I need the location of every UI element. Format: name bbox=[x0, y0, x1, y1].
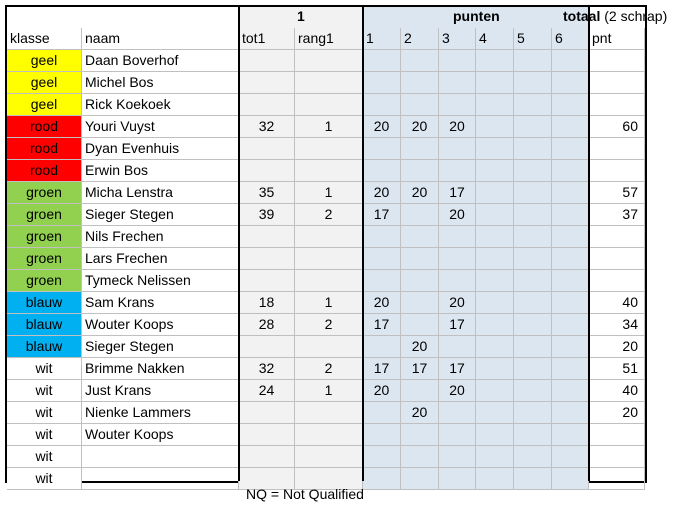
points-cell-2 bbox=[401, 248, 439, 270]
total-points-cell bbox=[589, 270, 645, 292]
points-cell-2: 17 bbox=[401, 358, 439, 380]
class-cell: wit bbox=[7, 424, 82, 446]
class-cell: blauw bbox=[7, 314, 82, 336]
total-points-cell: 37 bbox=[589, 204, 645, 226]
header-naam: naam bbox=[82, 28, 239, 50]
points-cell-1 bbox=[363, 248, 401, 270]
points-cell-3: 20 bbox=[439, 292, 476, 314]
points-cell-1: 17 bbox=[363, 314, 401, 336]
total-header-title: totaal bbox=[563, 8, 601, 24]
footnote: NQ = Not Qualified bbox=[246, 486, 364, 502]
name-cell: Wouter Koops bbox=[82, 314, 239, 336]
points-cell-2 bbox=[401, 50, 439, 72]
class-cell: geel bbox=[7, 72, 82, 94]
header-point-col-6: 6 bbox=[552, 28, 589, 50]
tot1-cell: 28 bbox=[239, 314, 295, 336]
total-points-cell bbox=[589, 138, 645, 160]
points-cell-3 bbox=[439, 248, 476, 270]
points-cell-4 bbox=[476, 446, 514, 468]
points-cell-4 bbox=[476, 248, 514, 270]
points-cell-2 bbox=[401, 292, 439, 314]
points-cell-6 bbox=[552, 336, 589, 358]
points-cell-2: 20 bbox=[401, 402, 439, 424]
class-cell: blauw bbox=[7, 292, 82, 314]
name-cell: Michel Bos bbox=[82, 72, 239, 94]
points-cell-1 bbox=[363, 270, 401, 292]
name-cell: Wouter Koops bbox=[82, 424, 239, 446]
name-cell bbox=[82, 446, 239, 468]
points-cell-1 bbox=[363, 336, 401, 358]
points-cell-6 bbox=[552, 424, 589, 446]
points-cell-2 bbox=[401, 446, 439, 468]
total-points-cell bbox=[589, 50, 645, 72]
points-cell-1 bbox=[363, 226, 401, 248]
points-cell-1 bbox=[363, 446, 401, 468]
points-cell-4 bbox=[476, 160, 514, 182]
total-points-cell: 51 bbox=[589, 358, 645, 380]
points-cell-4 bbox=[476, 204, 514, 226]
points-cell-3: 17 bbox=[439, 314, 476, 336]
total-points-cell bbox=[589, 226, 645, 248]
points-cell-3: 20 bbox=[439, 116, 476, 138]
total-points-cell: 40 bbox=[589, 380, 645, 402]
points-cell-5 bbox=[514, 270, 552, 292]
points-cell-5 bbox=[514, 336, 552, 358]
points-cell-1 bbox=[363, 160, 401, 182]
total-points-cell: 40 bbox=[589, 292, 645, 314]
points-cell-4 bbox=[476, 402, 514, 424]
rang1-cell bbox=[295, 270, 363, 292]
total-points-cell: 57 bbox=[589, 182, 645, 204]
points-cell-4 bbox=[476, 94, 514, 116]
points-cell-2 bbox=[401, 160, 439, 182]
rang1-cell bbox=[295, 446, 363, 468]
tot1-cell bbox=[239, 424, 295, 446]
name-cell: Sam Krans bbox=[82, 292, 239, 314]
tot1-cell bbox=[239, 160, 295, 182]
rang1-cell bbox=[295, 226, 363, 248]
class-cell: rood bbox=[7, 138, 82, 160]
points-cell-6 bbox=[552, 446, 589, 468]
points-cell-2: 20 bbox=[401, 336, 439, 358]
points-cell-2: 20 bbox=[401, 116, 439, 138]
rang1-cell: 1 bbox=[295, 182, 363, 204]
points-cell-1: 20 bbox=[363, 182, 401, 204]
section-divider bbox=[588, 7, 590, 481]
points-cell-6 bbox=[552, 358, 589, 380]
total-header bbox=[563, 8, 667, 24]
class-cell: wit bbox=[7, 446, 82, 468]
rang1-cell: 2 bbox=[295, 358, 363, 380]
rang1-cell bbox=[295, 72, 363, 94]
rang1-cell bbox=[295, 248, 363, 270]
points-header: punten bbox=[453, 8, 500, 24]
tot1-cell: 35 bbox=[239, 182, 295, 204]
points-cell-6 bbox=[552, 292, 589, 314]
header-point-col-1: 1 bbox=[363, 28, 401, 50]
tot1-cell bbox=[239, 226, 295, 248]
rang1-cell bbox=[295, 138, 363, 160]
points-cell-1 bbox=[363, 138, 401, 160]
points-cell-5 bbox=[514, 138, 552, 160]
points-cell-5 bbox=[514, 94, 552, 116]
points-cell-4 bbox=[476, 226, 514, 248]
points-cell-3: 20 bbox=[439, 204, 476, 226]
points-cell-4 bbox=[476, 380, 514, 402]
points-cell-2 bbox=[401, 424, 439, 446]
points-cell-4 bbox=[476, 138, 514, 160]
header-pnt: pnt bbox=[589, 28, 645, 50]
points-cell-2 bbox=[401, 314, 439, 336]
name-cell: Just Krans bbox=[82, 380, 239, 402]
total-points-cell bbox=[589, 248, 645, 270]
points-cell-4 bbox=[476, 270, 514, 292]
points-cell-5 bbox=[514, 116, 552, 138]
points-cell-5 bbox=[514, 358, 552, 380]
points-cell-5 bbox=[514, 72, 552, 94]
class-cell: rood bbox=[7, 160, 82, 182]
points-cell-6 bbox=[552, 248, 589, 270]
points-cell-3 bbox=[439, 94, 476, 116]
class-cell: wit bbox=[7, 468, 82, 490]
points-cell-5 bbox=[514, 248, 552, 270]
points-cell-5 bbox=[514, 204, 552, 226]
points-cell-6 bbox=[552, 138, 589, 160]
header-klasse: klasse bbox=[7, 28, 82, 50]
total-points-cell: 20 bbox=[589, 336, 645, 358]
name-cell: Nils Frechen bbox=[82, 226, 239, 248]
total-points-cell bbox=[589, 446, 645, 468]
tot1-cell: 32 bbox=[239, 358, 295, 380]
rang1-cell bbox=[295, 94, 363, 116]
total-points-cell bbox=[589, 94, 645, 116]
points-cell-1 bbox=[363, 402, 401, 424]
results-table bbox=[5, 5, 668, 486]
rang1-cell bbox=[295, 402, 363, 424]
rang1-cell bbox=[295, 336, 363, 358]
points-cell-6 bbox=[552, 270, 589, 292]
points-cell-6 bbox=[552, 94, 589, 116]
class-cell: blauw bbox=[7, 336, 82, 358]
header-point-col-5: 5 bbox=[514, 28, 552, 50]
points-cell-1: 17 bbox=[363, 204, 401, 226]
points-cell-5 bbox=[514, 226, 552, 248]
tot1-cell bbox=[239, 94, 295, 116]
points-cell-2 bbox=[401, 226, 439, 248]
points-cell-3 bbox=[439, 138, 476, 160]
points-cell-6 bbox=[552, 204, 589, 226]
name-cell: Sieger Stegen bbox=[82, 336, 239, 358]
points-cell-6 bbox=[552, 50, 589, 72]
rang1-cell bbox=[295, 424, 363, 446]
rang1-cell: 1 bbox=[295, 380, 363, 402]
class-cell: wit bbox=[7, 380, 82, 402]
name-cell: Tymeck Nelissen bbox=[82, 270, 239, 292]
points-cell-4 bbox=[476, 358, 514, 380]
name-cell: Youri Vuyst bbox=[82, 116, 239, 138]
points-cell-2: 20 bbox=[401, 182, 439, 204]
rang1-cell: 1 bbox=[295, 116, 363, 138]
points-cell-6 bbox=[552, 314, 589, 336]
class-cell: groen bbox=[7, 226, 82, 248]
tot1-cell: 18 bbox=[239, 292, 295, 314]
points-cell-5 bbox=[514, 402, 552, 424]
total-header-subtitle: (2 schrap) bbox=[604, 8, 668, 24]
points-cell-4 bbox=[476, 50, 514, 72]
points-cell-1 bbox=[363, 72, 401, 94]
header-rang1: rang1 bbox=[295, 28, 363, 50]
name-cell: Micha Lenstra bbox=[82, 182, 239, 204]
points-cell-2 bbox=[401, 380, 439, 402]
points-cell-4 bbox=[476, 424, 514, 446]
total-points-cell: 20 bbox=[589, 402, 645, 424]
points-cell-6 bbox=[552, 160, 589, 182]
points-cell-4 bbox=[476, 182, 514, 204]
points-cell-4 bbox=[476, 336, 514, 358]
points-cell-4 bbox=[476, 116, 514, 138]
points-cell-3: 17 bbox=[439, 182, 476, 204]
round-number-header: 1 bbox=[297, 8, 305, 24]
tot1-cell bbox=[239, 138, 295, 160]
name-cell: Dyan Evenhuis bbox=[82, 138, 239, 160]
tot1-cell bbox=[239, 446, 295, 468]
name-cell: Lars Frechen bbox=[82, 248, 239, 270]
points-cell-4 bbox=[476, 292, 514, 314]
name-cell: Sieger Stegen bbox=[82, 204, 239, 226]
tot1-cell bbox=[239, 50, 295, 72]
class-cell: groen bbox=[7, 270, 82, 292]
points-cell-5 bbox=[514, 314, 552, 336]
points-cell-6 bbox=[552, 72, 589, 94]
points-cell-2 bbox=[401, 72, 439, 94]
points-cell-3 bbox=[439, 72, 476, 94]
points-cell-6 bbox=[552, 182, 589, 204]
header-point-col-4: 4 bbox=[476, 28, 514, 50]
points-cell-1 bbox=[363, 94, 401, 116]
points-cell-3 bbox=[439, 160, 476, 182]
points-cell-6 bbox=[552, 116, 589, 138]
rang1-cell: 1 bbox=[295, 292, 363, 314]
class-cell: groen bbox=[7, 248, 82, 270]
tot1-cell bbox=[239, 72, 295, 94]
points-cell-6 bbox=[552, 402, 589, 424]
rang1-cell: 2 bbox=[295, 204, 363, 226]
points-cell-2 bbox=[401, 270, 439, 292]
points-cell-1: 17 bbox=[363, 358, 401, 380]
points-cell-1: 20 bbox=[363, 116, 401, 138]
points-cell-5 bbox=[514, 446, 552, 468]
section-divider bbox=[362, 7, 364, 481]
class-cell: groen bbox=[7, 182, 82, 204]
points-cell-1: 20 bbox=[363, 292, 401, 314]
tot1-cell: 39 bbox=[239, 204, 295, 226]
points-cell-4 bbox=[476, 72, 514, 94]
class-cell: rood bbox=[7, 116, 82, 138]
class-cell: groen bbox=[7, 204, 82, 226]
header-tot1: tot1 bbox=[239, 28, 295, 50]
name-cell: Nienke Lammers bbox=[82, 402, 239, 424]
points-cell-3 bbox=[439, 424, 476, 446]
points-cell-3 bbox=[439, 402, 476, 424]
points-cell-5 bbox=[514, 424, 552, 446]
name-cell: Brimme Nakken bbox=[82, 358, 239, 380]
total-points-cell bbox=[589, 72, 645, 94]
tot1-cell: 32 bbox=[239, 116, 295, 138]
points-cell-5 bbox=[514, 182, 552, 204]
total-points-cell: 60 bbox=[589, 116, 645, 138]
points-cell-2 bbox=[401, 138, 439, 160]
points-cell-6 bbox=[552, 380, 589, 402]
points-cell-3 bbox=[439, 446, 476, 468]
total-points-cell bbox=[589, 160, 645, 182]
points-cell-5 bbox=[514, 160, 552, 182]
points-cell-3 bbox=[439, 226, 476, 248]
points-cell-5 bbox=[514, 50, 552, 72]
points-cell-2 bbox=[401, 94, 439, 116]
points-cell-1: 20 bbox=[363, 380, 401, 402]
rang1-cell: 2 bbox=[295, 314, 363, 336]
points-cell-3 bbox=[439, 270, 476, 292]
class-cell: geel bbox=[7, 94, 82, 116]
class-cell: wit bbox=[7, 402, 82, 424]
points-cell-2 bbox=[401, 204, 439, 226]
points-cell-6 bbox=[552, 226, 589, 248]
points-cell-4 bbox=[476, 314, 514, 336]
header-point-col-3: 3 bbox=[439, 28, 476, 50]
class-cell: geel bbox=[7, 50, 82, 72]
total-points-cell bbox=[589, 424, 645, 446]
points-cell-1 bbox=[363, 50, 401, 72]
rang1-cell bbox=[295, 160, 363, 182]
rang1-cell bbox=[295, 50, 363, 72]
class-cell: wit bbox=[7, 358, 82, 380]
points-cell-5 bbox=[514, 292, 552, 314]
name-cell: Rick Koekoek bbox=[82, 94, 239, 116]
tot1-cell bbox=[239, 248, 295, 270]
points-cell-3: 20 bbox=[439, 380, 476, 402]
points-cell-5 bbox=[514, 380, 552, 402]
tot1-cell bbox=[239, 270, 295, 292]
tot1-cell: 24 bbox=[239, 380, 295, 402]
tot1-cell bbox=[239, 336, 295, 358]
section-divider bbox=[238, 7, 240, 481]
points-cell-3 bbox=[439, 336, 476, 358]
points-cell-1 bbox=[363, 424, 401, 446]
header-point-col-2: 2 bbox=[401, 28, 439, 50]
name-cell: Daan Boverhof bbox=[82, 50, 239, 72]
name-cell: Erwin Bos bbox=[82, 160, 239, 182]
tot1-cell bbox=[239, 402, 295, 424]
total-points-cell: 34 bbox=[589, 314, 645, 336]
points-cell-3: 17 bbox=[439, 358, 476, 380]
points-cell-3 bbox=[439, 50, 476, 72]
